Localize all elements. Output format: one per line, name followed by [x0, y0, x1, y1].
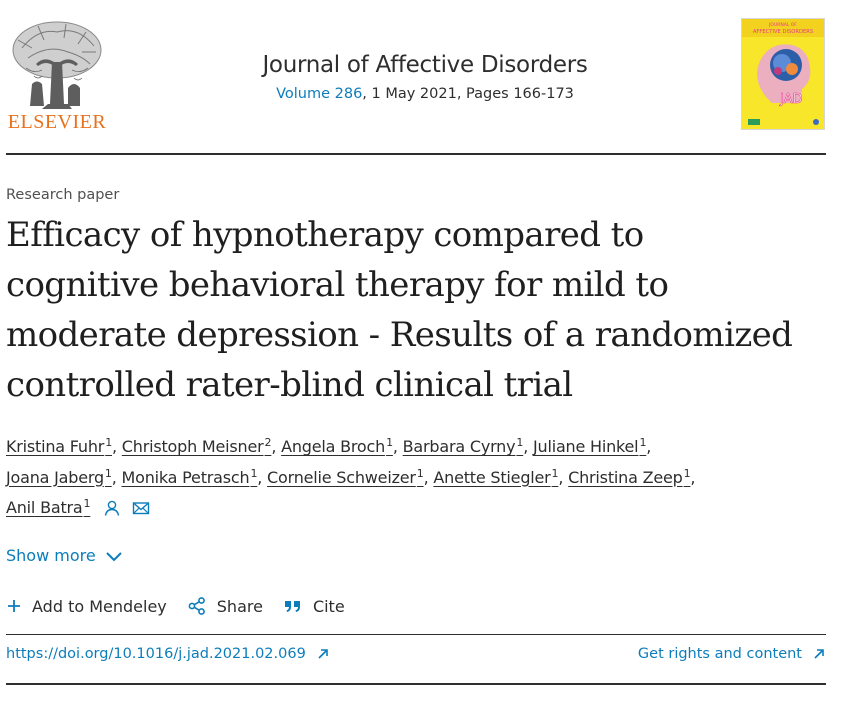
- show-more-label: Show more: [6, 546, 96, 565]
- article-title-line: controlled rater-blind clinical trial: [6, 365, 573, 405]
- author-list: Kristina Fuhr$^1$, Christoph Meisner$^2$, Angela Broch$^1$, Barbara Cyrny$^1$, Juliane Hinkel$^1$, Joana Jaberg$^1$, Monika Petrasch$^1$, Cornelie Schweizer$^1$, Anette Stiegler$^1$, Christina Zeep$^1$, Anil Batra$^1$: [6, 436, 696, 517]
- arrow-up-right-icon: [316, 647, 330, 661]
- journal-cover-image[interactable]: [741, 18, 825, 130]
- author-link[interactable]: Anil Batra$^1$: [6, 497, 91, 517]
- cover-title-small: JOURNAL OF: [769, 23, 797, 28]
- article-title-line: moderate depression - Results of a randomized: [6, 315, 793, 355]
- volume-link[interactable]: Volume 286: [276, 86, 363, 102]
- doi-text: https://doi.org/10.1016/j.jad.2021.02.069: [6, 646, 306, 662]
- journal-header: [0, 0, 842, 155]
- article-title: [6, 210, 836, 410]
- add-to-mendeley-button[interactable]: [6, 597, 167, 616]
- article-title-line: Efficacy of hypnotherapy compared to: [6, 215, 644, 255]
- arrow-up-right-icon: [812, 647, 826, 661]
- article-type: Research paper: [6, 187, 120, 203]
- header-divider: [6, 153, 826, 155]
- get-rights-text: Get rights and content: [637, 646, 802, 662]
- show-more-button[interactable]: [6, 546, 124, 565]
- cover-title-main: AFFECTIVE DISORDERS: [752, 29, 814, 35]
- get-rights-link[interactable]: [638, 646, 826, 662]
- journal-issue-meta: [190, 86, 660, 102]
- share-icon: [187, 596, 207, 616]
- plus-icon: [6, 598, 22, 614]
- cover-badge: JAD: [780, 92, 803, 107]
- article-title-line: cognitive behavioral therapy for mild to: [6, 265, 669, 305]
- author-link[interactable]: Juliane Hinkel$^1$: [533, 436, 647, 456]
- author-link[interactable]: Christina Zeep$^1$: [568, 466, 691, 487]
- cite-label: Cite: [312, 596, 345, 616]
- author-link[interactable]: Anette Stiegler$^1$: [433, 466, 559, 487]
- author-link[interactable]: Barbara Cyrny$^1$: [402, 436, 524, 456]
- share-button[interactable]: [187, 596, 263, 616]
- issue-date-pages: , 1 May 2021, Pages 166-173: [362, 86, 574, 102]
- share-label: Share: [216, 596, 263, 616]
- author-link[interactable]: Monika Petrasch$^1$: [121, 466, 258, 487]
- journal-info: [190, 52, 660, 102]
- elsevier-tree-emblem: [8, 18, 106, 110]
- doi-divider-top: [6, 634, 826, 635]
- doi-link[interactable]: [6, 646, 330, 662]
- add-to-mendeley-label: Add to Mendeley: [32, 596, 167, 616]
- author-link[interactable]: Christoph Meisner$^2$: [121, 436, 272, 456]
- doi-row: [6, 646, 826, 662]
- author-link[interactable]: Kristina Fuhr$^1$: [6, 436, 113, 456]
- envelope-icon[interactable]: [132, 499, 150, 517]
- person-icon[interactable]: [103, 499, 121, 517]
- quote-icon: [283, 598, 303, 614]
- chevron-down-icon: [104, 549, 124, 563]
- elsevier-wordmark: ELSEVIER: [7, 111, 107, 133]
- article-actions: [6, 596, 365, 616]
- author-link[interactable]: Joana Jaberg$^1$: [6, 466, 112, 487]
- journal-title-link[interactable]: Journal of Affective Disorders: [262, 52, 588, 78]
- author-link[interactable]: Cornelie Schweizer$^1$: [267, 466, 424, 487]
- author-link[interactable]: Angela Broch$^1$: [281, 436, 393, 456]
- doi-divider-bottom: [6, 683, 826, 685]
- elsevier-logo[interactable]: [6, 18, 108, 132]
- cite-button[interactable]: [283, 597, 345, 616]
- journal-cover-art: [742, 19, 824, 129]
